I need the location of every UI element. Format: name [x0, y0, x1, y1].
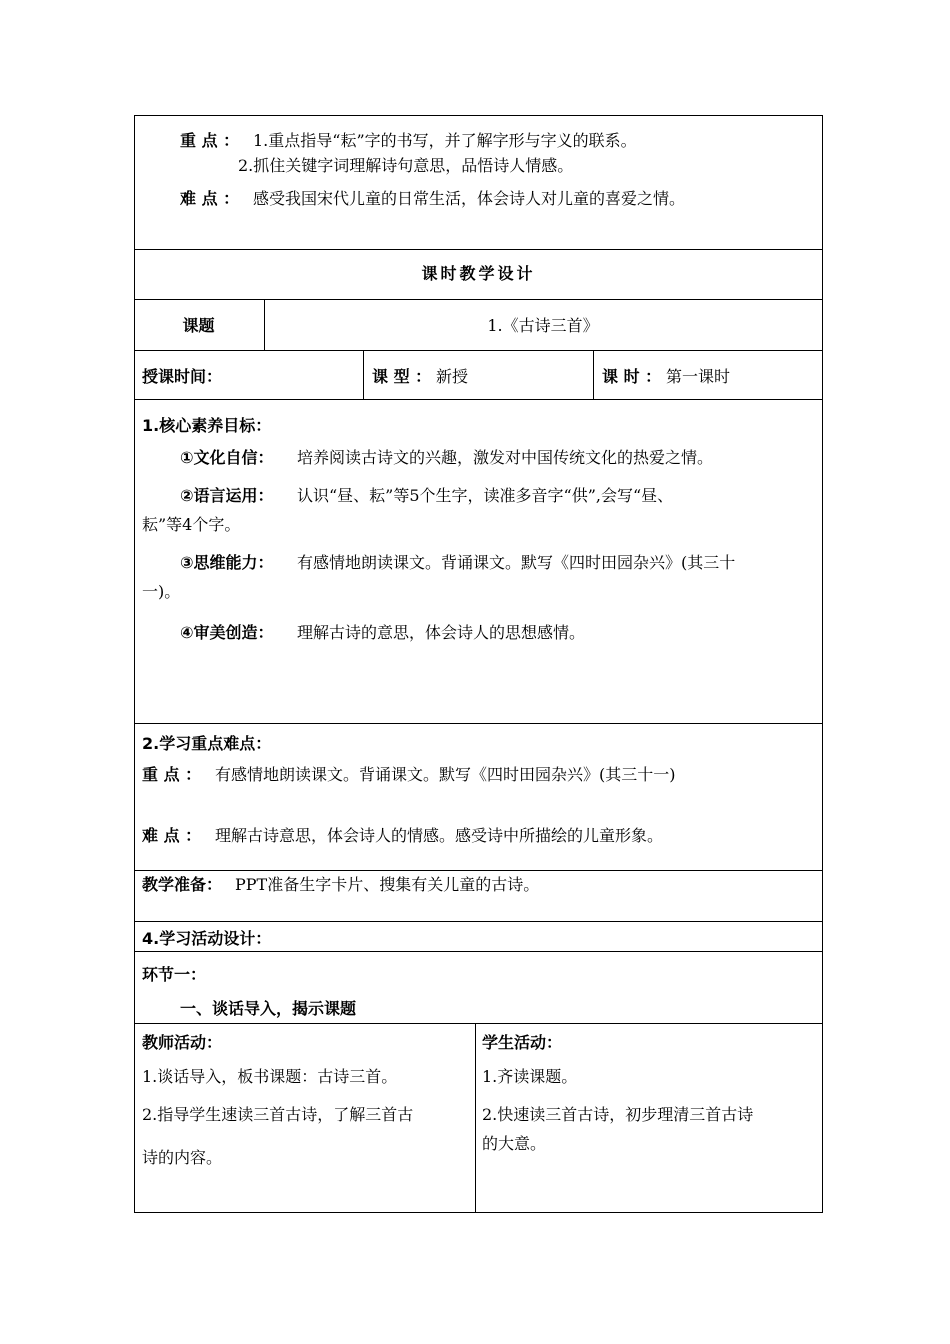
- difficulty-label-2: 难 点 ：: [142, 826, 202, 845]
- column-divider: [475, 1023, 476, 1213]
- key-text: 有感情地朗读课文。背诵课文。默写《四时田园杂兴》(其三十一): [215, 765, 676, 784]
- teacher-item-1: 1.谈话导入，板书课题：古诗三首。: [142, 1067, 398, 1086]
- key-point-line2: 2.抓住关键字词理解诗句意思，品悟诗人情感。: [238, 156, 574, 175]
- row-divider: [135, 723, 822, 724]
- column-divider: [593, 350, 594, 399]
- key-point-label: 重 点 ：: [180, 131, 240, 150]
- goal-2-text: 认识“昼、耘”等5个生字，读准多音字“供”,会写“昼、: [297, 486, 674, 505]
- teacher-heading: 教师活动：: [142, 1033, 223, 1052]
- column-divider: [363, 350, 364, 399]
- goal-2-label: ②语言运用：: [180, 486, 274, 505]
- goal-3-text: 有感情地朗读课文。背诵课文。默写《四时田园杂兴》(其三十: [297, 553, 736, 572]
- topic-label: 课题: [182, 316, 215, 335]
- stage-title: 一、谈话导入，揭示课题: [180, 999, 357, 1018]
- type-value: 新授: [436, 367, 469, 386]
- goal-4-label: ④审美创造：: [180, 623, 274, 642]
- design-title: 课时教学设计: [421, 264, 536, 283]
- row-divider: [135, 921, 822, 922]
- row-divider: [135, 870, 822, 871]
- goal-3-continued: 一)。: [142, 582, 181, 601]
- goal-4-text: 理解古诗的意思，体会诗人的思想感情。: [297, 623, 586, 642]
- row-divider: [135, 249, 822, 250]
- key-point-line1: 1.重点指导“耘”字的书写，并了解字形与字义的联系。: [253, 131, 637, 150]
- student-heading: 学生活动：: [482, 1033, 563, 1052]
- goal-3-label: ③思维能力：: [180, 553, 274, 572]
- row-divider: [135, 1023, 822, 1024]
- goal-1-text: 培养阅读古诗文的兴趣，激发对中国传统文化的热爱之情。: [297, 448, 714, 467]
- topic-value: 1.《古诗三首》: [487, 316, 599, 335]
- row-divider: [135, 399, 822, 400]
- period-value: 第一课时: [666, 367, 731, 386]
- goal-1-label: ①文化自信：: [180, 448, 274, 467]
- key-points-heading: 2.学习重点难点：: [142, 734, 272, 753]
- student-item-2-continued: 的大意。: [482, 1134, 547, 1153]
- row-divider: [135, 951, 822, 952]
- key-label: 重 点 ：: [142, 765, 202, 784]
- activities-heading: 4.学习活动设计：: [142, 929, 272, 948]
- time-label: 授课时间：: [142, 367, 223, 386]
- goal-2-continued: 耘”等4个字。: [142, 515, 241, 534]
- difficulty-label: 难 点 ：: [180, 189, 240, 208]
- difficulty-text-2: 理解古诗意思，体会诗人的情感。感受诗中所描绘的儿童形象。: [215, 826, 664, 845]
- type-label: 课 型 ：: [372, 367, 432, 386]
- period-label: 课 时 ：: [602, 367, 662, 386]
- row-divider: [135, 350, 822, 351]
- goals-heading: 1.核心素养目标：: [142, 416, 272, 435]
- student-item-2: 2.快速读三首古诗，初步理清三首古诗: [482, 1105, 754, 1124]
- student-item-1: 1.齐读课题。: [482, 1067, 578, 1086]
- difficulty-text: 感受我国宋代儿童的日常生活，体会诗人对儿童的喜爱之情。: [253, 189, 686, 208]
- teacher-item-2: 2.指导学生速读三首古诗，了解三首古: [142, 1105, 414, 1124]
- stage-label: 环节一：: [142, 965, 207, 984]
- prep-text: PPT准备生字卡片、搜集有关儿童的古诗。: [235, 875, 540, 894]
- teacher-item-2-continued: 诗的内容。: [142, 1148, 223, 1167]
- row-divider: [135, 299, 822, 300]
- prep-label: 教学准备：: [142, 875, 223, 894]
